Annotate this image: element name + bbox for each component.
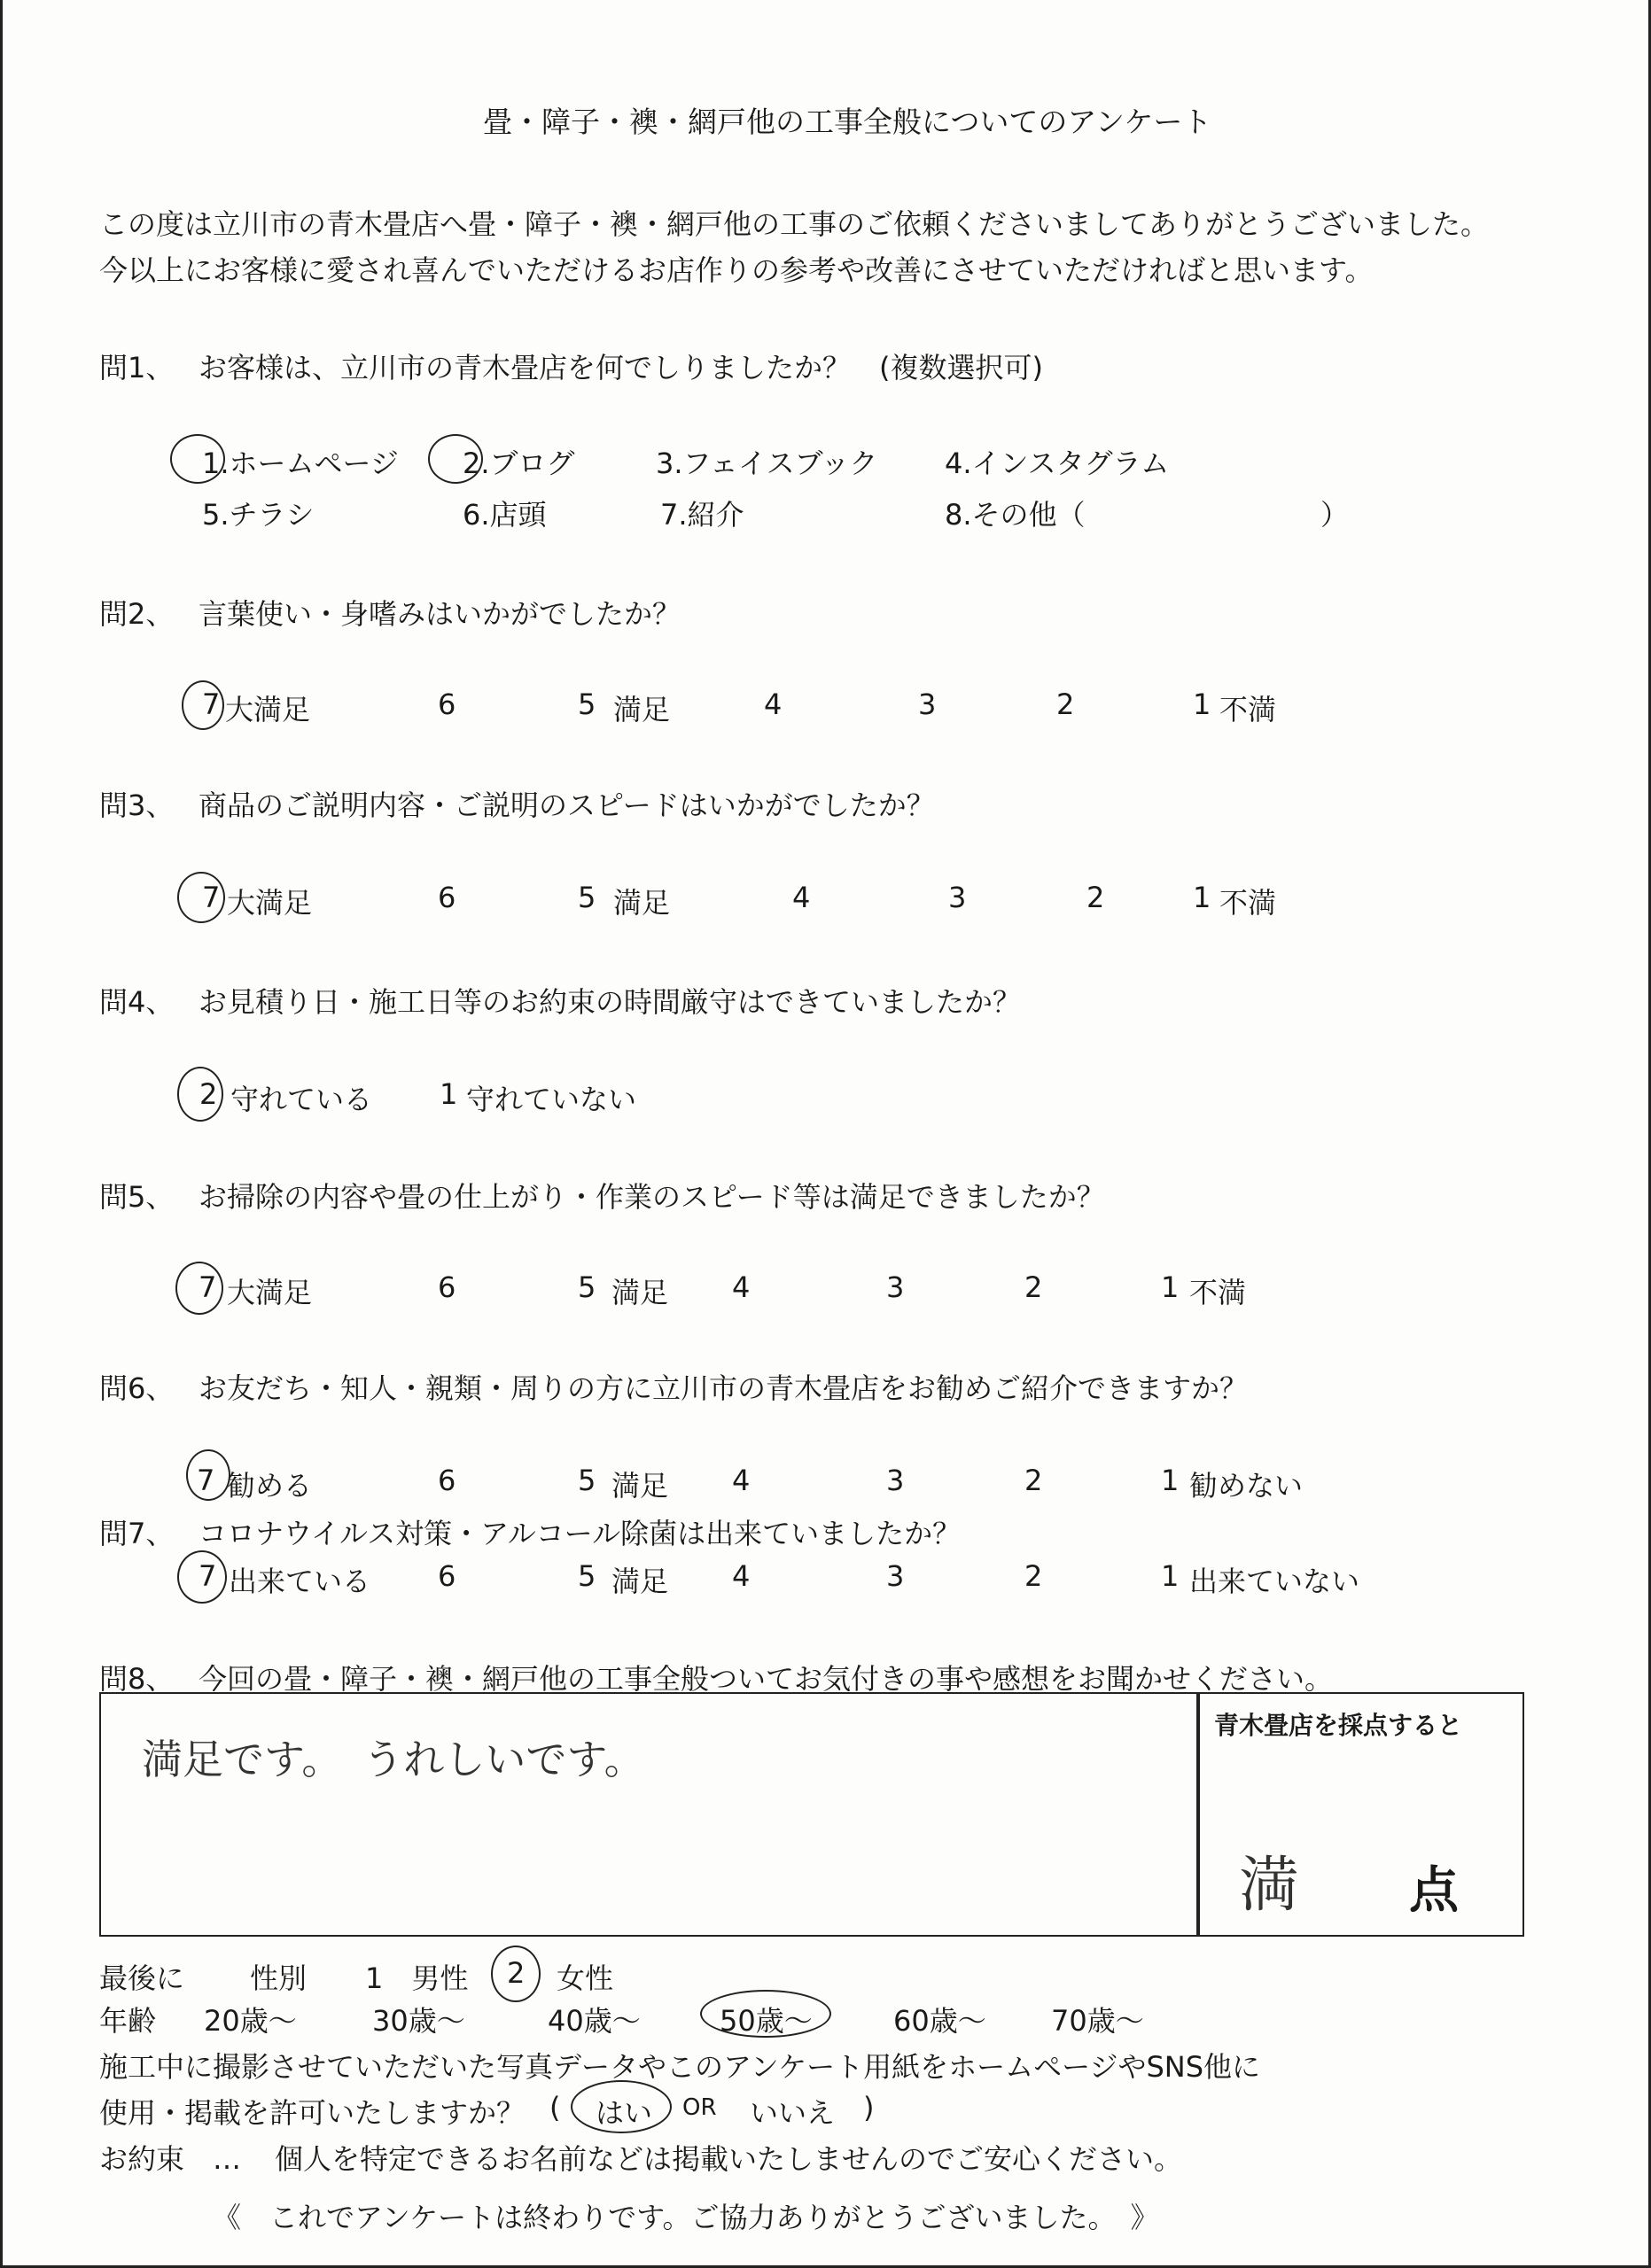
q2-rating-4[interactable]: 4 xyxy=(764,687,783,721)
permission-or: OR xyxy=(682,2094,717,2121)
q5-label-7: 大満足 xyxy=(227,1276,313,1309)
last-label: 最後に xyxy=(99,1961,185,1995)
q1-option-8[interactable]: 8.その他（ xyxy=(945,498,1086,532)
age-option-60[interactable]: 60歳〜 xyxy=(893,2004,986,2038)
age-option-20[interactable]: 20歳〜 xyxy=(204,2004,297,2038)
answer-circle xyxy=(177,1550,227,1604)
q3-rating-3[interactable]: 3 xyxy=(948,881,967,914)
q3-rating-6[interactable]: 6 xyxy=(438,881,456,914)
q5-label-1: 不満 xyxy=(1189,1276,1247,1309)
q7-text: コロナウイルス対策・アルコール除菌は出来ていましたか？ xyxy=(199,1517,962,1550)
q6-label-5: 満足 xyxy=(611,1469,669,1503)
intro-line-2: 今以上にお客様に愛され喜んでいただけるお店作りの参考や改善にさせていただければと思います。 xyxy=(99,253,1374,287)
q1-option-6[interactable]: 6.店頭 xyxy=(463,498,547,532)
closing-message: 《 これでアンケートは終わりです。ご協力ありがとうございました。 》 xyxy=(213,2201,1159,2234)
q6-rating-4[interactable]: 4 xyxy=(732,1464,751,1497)
age-option-40[interactable]: 40歳〜 xyxy=(548,2004,641,2038)
permission-no[interactable]: いいえ xyxy=(750,2096,836,2130)
q6-rating-1[interactable]: 1 xyxy=(1161,1464,1180,1497)
q1-option-2[interactable]: 2.ブログ xyxy=(463,447,575,480)
q7-rating-1[interactable]: 1 xyxy=(1161,1559,1180,1593)
q2-label-7: 大満足 xyxy=(225,693,311,726)
q5-rating-2[interactable]: 2 xyxy=(1024,1270,1043,1304)
q5-rating-7[interactable]: 7 xyxy=(199,1270,217,1304)
permission-close-paren: ) xyxy=(863,2091,875,2124)
q2-rating-5[interactable]: 5 xyxy=(578,687,596,721)
q6-number: 問6、 xyxy=(99,1371,175,1405)
age-label: 年齢 xyxy=(99,2004,157,2038)
q2-label-1: 不満 xyxy=(1219,693,1277,726)
q5-label-5: 満足 xyxy=(611,1276,669,1309)
q3-rating-1[interactable]: 1 xyxy=(1193,881,1211,914)
permission-line-2: 使用・掲載を許可いたしますか？ xyxy=(99,2096,526,2130)
answer-circle xyxy=(170,434,225,484)
q5-rating-6[interactable]: 6 xyxy=(438,1270,456,1304)
q8-number: 問8、 xyxy=(99,1662,175,1696)
q3-rating-5[interactable]: 5 xyxy=(578,881,596,914)
score-unit: 点 xyxy=(1409,1862,1459,1920)
q5-rating-5[interactable]: 5 xyxy=(578,1270,596,1304)
q4-rating-2[interactable]: 2 xyxy=(199,1077,218,1111)
answer-circle xyxy=(182,680,224,730)
q7-label-5: 満足 xyxy=(611,1565,669,1598)
permission-line-1: 施工中に撮影させていただいた写真データやこのアンケート用紙をホームページやSNS他に xyxy=(99,2050,1261,2084)
q7-rating-7[interactable]: 7 xyxy=(199,1559,217,1593)
gender-female-number[interactable]: 2 xyxy=(507,1956,526,1990)
q1-option-1[interactable]: 1.ホームページ xyxy=(202,447,399,480)
q3-text: 商品のご説明内容・ご説明のスピードはいかがでしたか？ xyxy=(199,788,935,822)
permission-open-paren: ( xyxy=(549,2091,561,2124)
answer-circle xyxy=(186,1449,230,1501)
q5-rating-3[interactable]: 3 xyxy=(886,1270,905,1304)
q6-rating-5[interactable]: 5 xyxy=(578,1464,596,1497)
q2-text: 言葉使い・身嗜みはいかがでしたか？ xyxy=(199,597,681,631)
q2-rating-7[interactable]: 7 xyxy=(202,687,221,721)
q7-rating-6[interactable]: 6 xyxy=(438,1559,456,1593)
permission-yes[interactable]: はい xyxy=(596,2096,653,2130)
q4-text: お見積り日・施工日等のお約束の時間厳守はできていましたか？ xyxy=(199,985,1022,1019)
q2-rating-3[interactable]: 3 xyxy=(918,687,937,721)
score-label: 青木畳店を採点すると xyxy=(1214,1711,1463,1740)
intro-line-1: この度は立川市の青木畳店へ畳・障子・襖・網戸他の工事のご依頼くださいましてありがとうございました。 xyxy=(99,207,1490,241)
q3-label-7: 大満足 xyxy=(227,886,313,920)
answer-circle xyxy=(571,2080,672,2133)
q1-number: 問1、 xyxy=(99,351,175,384)
q2-rating-6[interactable]: 6 xyxy=(438,687,456,721)
gender-female: 女性 xyxy=(557,1961,614,1995)
answer-circle xyxy=(177,1067,223,1122)
q1-option-3[interactable]: 3.フェイスブック xyxy=(656,447,878,480)
q3-rating-7[interactable]: 7 xyxy=(202,881,221,914)
answer-circle xyxy=(177,872,225,923)
q4-label-2: 守れている xyxy=(230,1083,373,1116)
q3-label-1: 不満 xyxy=(1219,886,1277,920)
q2-number: 問2、 xyxy=(99,597,175,631)
q7-rating-4[interactable]: 4 xyxy=(732,1559,751,1593)
gender-label: 性別 xyxy=(250,1961,308,1995)
q6-rating-7[interactable]: 7 xyxy=(197,1464,215,1497)
answer-circle xyxy=(700,1990,831,2038)
q5-rating-1[interactable]: 1 xyxy=(1161,1270,1180,1304)
age-option-70[interactable]: 70歳〜 xyxy=(1051,2004,1144,2038)
answer-circle xyxy=(491,1946,541,2002)
age-option-50[interactable]: 50歳〜 xyxy=(720,2004,813,2038)
survey-title: 畳・障子・襖・網戸他の工事全般についてのアンケート xyxy=(483,105,1212,139)
q6-rating-6[interactable]: 6 xyxy=(438,1464,456,1497)
q8-text: 今回の畳・障子・襖・網戸他の工事全般ついてお気付きの事や感想をお聞かせください。 xyxy=(199,1662,1334,1696)
answer-circle xyxy=(428,434,483,484)
q6-rating-3[interactable]: 3 xyxy=(886,1464,905,1497)
q7-rating-5[interactable]: 5 xyxy=(578,1559,596,1593)
q6-label-7: 勧める xyxy=(227,1469,313,1503)
gender-male[interactable]: 1 男性 xyxy=(365,1961,469,1995)
q3-number: 問3、 xyxy=(99,788,175,822)
q7-label-1: 出来ていない xyxy=(1189,1565,1360,1598)
q1-option-4[interactable]: 4.インスタグラム xyxy=(945,447,1170,480)
q7-label-7: 出来ている xyxy=(229,1565,371,1598)
q1-option-7[interactable]: 7.紹介 xyxy=(660,498,744,532)
q6-label-1: 勧めない xyxy=(1189,1469,1304,1503)
scan-edge-left xyxy=(0,0,3,2268)
promise-label: お約束 … xyxy=(99,2142,242,2176)
answer-circle xyxy=(175,1262,223,1315)
comment-answer: 満足です。 うれしいです。 xyxy=(142,1736,645,1783)
promise-text: 個人を特定できるお名前などは掲載いたしませんのでご安心ください。 xyxy=(275,2142,1183,2176)
q7-rating-3[interactable]: 3 xyxy=(886,1559,905,1593)
q7-number: 問7、 xyxy=(99,1517,175,1550)
q2-rating-2[interactable]: 2 xyxy=(1056,687,1075,721)
age-option-30[interactable]: 30歳〜 xyxy=(372,2004,465,2038)
q2-rating-1[interactable]: 1 xyxy=(1193,687,1211,721)
q3-rating-2[interactable]: 2 xyxy=(1086,881,1105,914)
q5-text: お掃除の内容や畳の仕上がり・作業のスピード等は満足できましたか？ xyxy=(199,1180,1105,1214)
q6-text: お友だち・知人・親類・周りの方に立川市の青木畳店をお勧めご紹介できますか？ xyxy=(199,1371,1249,1405)
q3-label-5: 満足 xyxy=(613,886,671,920)
q7-rating-2[interactable]: 2 xyxy=(1024,1559,1043,1593)
q4-rating-1[interactable]: 1 xyxy=(440,1077,458,1111)
q1-text: お客様は、立川市の青木畳店を何でしりましたか？ (複数選択可) xyxy=(199,351,1043,384)
q1-option-5[interactable]: 5.チラシ xyxy=(202,498,315,532)
q2-label-5: 満足 xyxy=(613,693,671,726)
q4-number: 問4、 xyxy=(99,985,175,1019)
q5-number: 問5、 xyxy=(99,1180,175,1214)
q4-label-1: 守れていない xyxy=(466,1083,637,1116)
q5-rating-4[interactable]: 4 xyxy=(732,1270,751,1304)
q3-rating-4[interactable]: 4 xyxy=(792,881,811,914)
score-value-handwritten: 満 xyxy=(1239,1851,1300,1921)
q6-rating-2[interactable]: 2 xyxy=(1024,1464,1043,1497)
q1-option-8-close: ） xyxy=(1320,498,1350,532)
